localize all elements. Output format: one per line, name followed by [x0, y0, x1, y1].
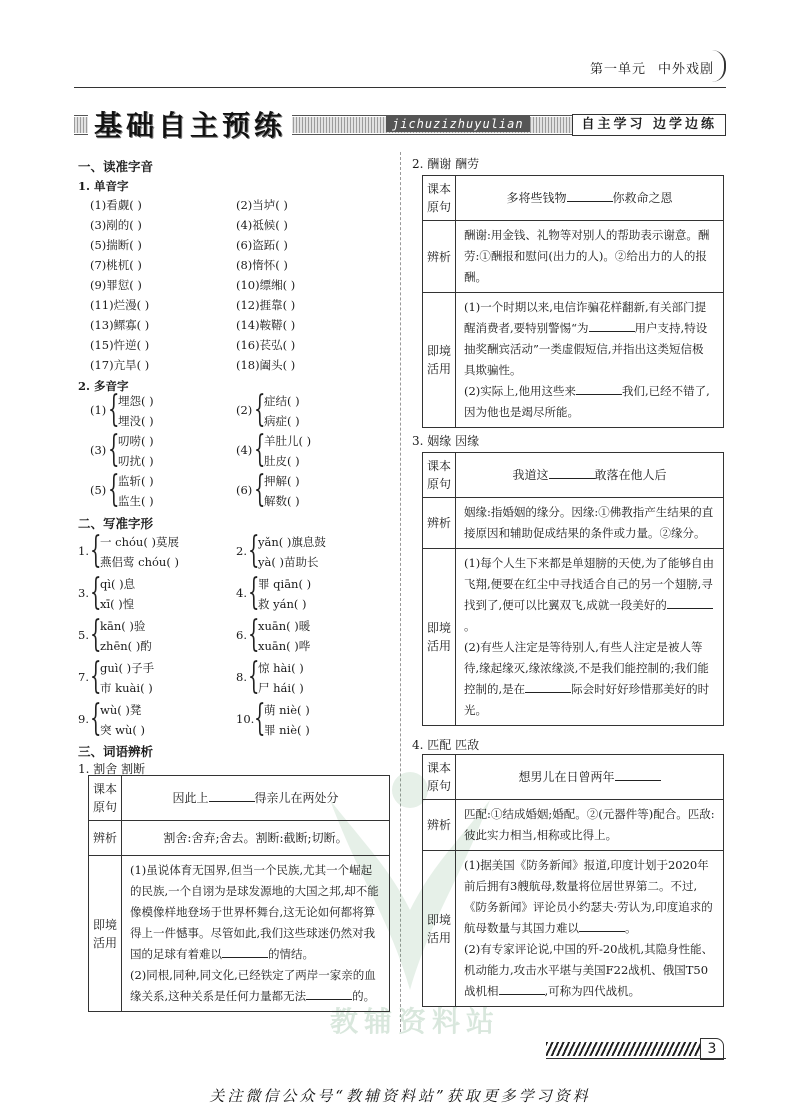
- table-row: [423, 221, 724, 293]
- list-item: 一 chóu( )莫展: [100, 535, 179, 549]
- item-number: 1.: [78, 544, 89, 558]
- list-item: 叨唠( ): [118, 434, 154, 448]
- brace-icon: {: [254, 429, 266, 470]
- row-label: 课本原句: [89, 776, 122, 821]
- analysis-text: 割舍:舍弃;舍去。割断:截断;切断。: [122, 821, 390, 856]
- brace-icon: {: [248, 530, 260, 571]
- row-label: 辨析: [423, 800, 456, 851]
- usage-part: (1)每个人生下来都是单翅膀的天使,为了能够自由飞翔,便要在红尘中寻找适合自己的另一个翅膀,寻找到了,便可以比翼双飞,成就一段美好的: [464, 556, 714, 612]
- usage-text: [456, 293, 724, 428]
- usage-text: [456, 549, 724, 726]
- list-item: (2)当垆( ): [236, 198, 288, 212]
- list-item: 埋没( ): [118, 414, 154, 428]
- row-label: 即境活用: [423, 851, 456, 1007]
- section-heading-pronunciation: 一、读准字音: [78, 159, 154, 174]
- list-item: 肚皮( ): [264, 454, 300, 468]
- brace-icon: {: [254, 698, 266, 739]
- question-title: 1. 割舍 割断: [78, 762, 146, 776]
- brace-icon: {: [90, 572, 102, 613]
- brace-icon: {: [108, 389, 120, 430]
- list-item: (7)桃杌( ): [90, 258, 142, 272]
- list-item: zhēn( )酌: [100, 639, 152, 653]
- list-item: (12)捱靠( ): [236, 298, 296, 312]
- table-row: [423, 851, 724, 1007]
- list-item: 燕侣莺 chóu( ): [100, 555, 179, 569]
- list-item: 病症( ): [264, 414, 300, 428]
- usage-part: (2)有专家评论说,中国的歼-20战机,其隐身性能、机动能力,攻击水平堪与美国F22战机、俄国T50战机相: [464, 942, 714, 998]
- list-item: 救 yán( ): [258, 597, 307, 611]
- banner-pinyin: jichuzizhuyulian: [386, 116, 530, 132]
- usage-text: [456, 851, 724, 1007]
- list-item: 埋怨( ): [118, 394, 154, 408]
- list-item: yà( )苗助长: [258, 555, 319, 569]
- list-item: (5)揣断( ): [90, 238, 142, 252]
- row-label: 辨析: [423, 498, 456, 549]
- list-item: (4)祗候( ): [236, 218, 288, 232]
- analysis-text: 匹配:①结成婚姻;婚配。②(元器件等)配合。匹敌:彼此实力相当,相称或比得上。: [456, 800, 724, 851]
- list-item: (1)看觑( ): [90, 198, 142, 212]
- item-number: 2.: [236, 544, 247, 558]
- item-number: (5): [90, 483, 107, 497]
- brace-icon: {: [108, 429, 120, 470]
- list-item: 尸 hái( ): [258, 681, 304, 695]
- item-number: 5.: [78, 628, 89, 642]
- list-item: (10)缥缃( ): [236, 278, 296, 292]
- answer-blank[interactable]: [525, 680, 571, 693]
- item-number: (1): [90, 403, 107, 417]
- table-row: [423, 549, 724, 726]
- brace-icon: {: [254, 469, 266, 510]
- usage-part: ,可称为四代战机。: [544, 984, 641, 998]
- list-item: guì( )子手: [100, 661, 155, 675]
- answer-blank[interactable]: [499, 982, 545, 995]
- usage-part: (2)有些人注定是等待别人,有些人注定是被人等待,缘起缘灭,缘浓缘淡,不是我们能控制的;我们能控制的,是在: [464, 640, 709, 696]
- unit-title: [590, 58, 714, 77]
- item-number: 9.: [78, 712, 89, 726]
- answer-blank[interactable]: [549, 466, 595, 479]
- list-item: (17)亢旱( ): [90, 358, 150, 372]
- usage-part: 用户支持,特设抽奖酬宾活动”一类虚假短信,并指出这类短信极具欺骗性。: [464, 321, 708, 377]
- list-item: (11)烂漫( ): [90, 298, 150, 312]
- list-item: 押解( ): [264, 474, 300, 488]
- word-table-3: [422, 452, 724, 726]
- row-label: 辨析: [89, 821, 122, 856]
- list-item: kān( )验: [100, 619, 146, 633]
- list-item: 症结( ): [264, 394, 300, 408]
- usage-text: [122, 856, 390, 1012]
- sentence-part: 想男儿在日曾两年: [518, 770, 615, 784]
- list-item: (8)惰怀( ): [236, 258, 288, 272]
- row-label: 即境活用: [89, 856, 122, 1012]
- usage-part: (2)实际上,他用这些来: [464, 384, 576, 398]
- list-item: 监斩( ): [118, 474, 154, 488]
- list-item: (3)剐的( ): [90, 218, 142, 232]
- table-row: [423, 293, 724, 428]
- question-title: 3. 姻缘 因缘: [412, 434, 480, 448]
- brace-icon: {: [90, 698, 102, 739]
- item-number: 6.: [236, 628, 247, 642]
- list-item: (14)鞍鞯( ): [236, 318, 296, 332]
- table-row: [423, 176, 724, 221]
- list-item: (16)苌弘( ): [236, 338, 296, 352]
- list-item: 罪 qiān( ): [258, 577, 312, 591]
- page-number: 3: [700, 1038, 724, 1060]
- brace-icon: {: [248, 572, 260, 613]
- answer-blank[interactable]: [589, 319, 635, 332]
- item-number: (2): [236, 403, 253, 417]
- list-item: (9)罪愆( ): [90, 278, 142, 292]
- row-label: 课本原句: [423, 453, 456, 498]
- header-rule: [74, 87, 726, 88]
- usage-part: 际会时好好珍惜那美好的时光。: [464, 682, 710, 717]
- header-bracket: [712, 50, 726, 82]
- word-table-1: [88, 775, 390, 1012]
- answer-blank[interactable]: [615, 768, 661, 781]
- original-sentence: [122, 776, 390, 821]
- table-row: [423, 755, 724, 800]
- usage-part: 的。: [352, 989, 376, 1003]
- column-divider: [400, 152, 401, 1032]
- table-row: [89, 856, 390, 1012]
- list-item: 解数( ): [264, 494, 300, 508]
- table-row: [423, 453, 724, 498]
- subject-label: 中外戏剧: [658, 62, 715, 77]
- answer-blank[interactable]: [567, 189, 613, 202]
- sentence-part: 敢落在他人后: [594, 468, 667, 482]
- question-title: 2. 酬谢 酬劳: [412, 157, 480, 171]
- answer-blank[interactable]: [576, 382, 622, 395]
- list-item: 罪 niè( ): [264, 723, 310, 737]
- list-item: 叨扰( ): [118, 454, 154, 468]
- list-item: 萌 niè( ): [264, 703, 310, 717]
- answer-blank[interactable]: [222, 945, 268, 958]
- list-item: 监生( ): [118, 494, 154, 508]
- word-table-2: [422, 175, 724, 428]
- list-item: 惊 hài( ): [258, 661, 304, 675]
- original-sentence: [456, 453, 724, 498]
- table-row: [423, 800, 724, 851]
- list-item: (6)盗跖( ): [236, 238, 288, 252]
- list-item: (18)阖头( ): [236, 358, 296, 372]
- list-item: xuān( )暖: [258, 619, 311, 633]
- sentence-part: 因此上: [172, 791, 209, 805]
- answer-blank[interactable]: [667, 596, 713, 609]
- analysis-text: 酬谢:用金钱、礼物等对别人的帮助表示谢意。酬劳:①酬报和慰问(出力的人)。②给出力的人的报酬。: [456, 221, 724, 293]
- sentence-part: 得亲儿在两处分: [254, 791, 339, 805]
- table-row: [423, 498, 724, 549]
- item-number: 10.: [236, 712, 255, 726]
- item-number: (6): [236, 483, 253, 497]
- item-number: 7.: [78, 670, 89, 684]
- section-heading-shape: 二、写准字形: [78, 516, 154, 531]
- list-item: xī( )惶: [100, 597, 135, 611]
- row-label: 即境活用: [423, 549, 456, 726]
- brace-icon: {: [248, 614, 260, 655]
- list-item: qì( )息: [100, 577, 136, 591]
- sentence-part: 多将些钱物: [506, 191, 567, 205]
- sentence-part: 你救命之恩: [612, 191, 673, 205]
- answer-blank[interactable]: [306, 987, 352, 1000]
- item-number: (3): [90, 443, 107, 457]
- list-item: xuān( )哗: [258, 639, 311, 653]
- item-number: 3.: [78, 586, 89, 600]
- footer-note: 关注微信公众号“教辅资料站”获取更多学习资料: [209, 1087, 591, 1105]
- item-number: (4): [236, 443, 253, 457]
- section-heading-words: 三、词语辨析: [78, 744, 154, 759]
- table-row: [89, 776, 390, 821]
- list-item: wù( )凳: [100, 703, 142, 717]
- banner-slogan: 自主学习 边学边练: [572, 114, 726, 136]
- list-item: (13)鳏寡( ): [90, 318, 150, 332]
- row-label: 课本原句: [423, 755, 456, 800]
- usage-part: (2)同根,同种,同文化,已经铁定了两岸一家亲的血缘关系,这种关系是任何力量都无法: [130, 968, 376, 1003]
- brace-icon: {: [90, 614, 102, 655]
- original-sentence: [456, 176, 724, 221]
- list-item: 市 kuài( ): [100, 681, 153, 695]
- brace-icon: {: [90, 530, 102, 571]
- usage-part: 。: [625, 921, 637, 935]
- answer-blank[interactable]: [209, 789, 255, 802]
- brace-icon: {: [254, 389, 266, 430]
- item-number: 4.: [236, 586, 247, 600]
- usage-part: (1)一个时期以来,电信诈骗花样翻新,有关部门提醒消费者,要特别警惕“为: [464, 300, 707, 335]
- row-label: 即境活用: [423, 293, 456, 428]
- original-sentence: [456, 755, 724, 800]
- page-number-rule: [546, 1058, 726, 1059]
- table-row: [89, 821, 390, 856]
- brace-icon: {: [248, 656, 260, 697]
- section-banner: [74, 109, 726, 142]
- list-item: 羊肚儿( ): [264, 434, 312, 448]
- list-item: yǎn( )旗息鼓: [258, 535, 326, 549]
- list-item: (15)忤逆( ): [90, 338, 150, 352]
- usage-part: (1)虽说体育无国界,但当一个民族,尤其一个崛起的民族,一个自诩为是球发源地的大国之邦,却不能像模像样地登场于世界杯舞台,这无论如何都将算得上一件憾事。尽管如此,我们这些球迷仍然对我国的足球有着难以: [130, 863, 379, 961]
- usage-part: 我们,已经不错了,因为他也是竭尽所能。: [464, 384, 710, 419]
- usage-part: 。: [464, 619, 476, 633]
- usage-part: 的情结。: [268, 947, 314, 961]
- watermark-text: 教辅资料站: [330, 1005, 501, 1038]
- usage-part: (1)据美国《防务新闻》报道,印度计划于2020年前后拥有3艘航母,数量将位居世界第二。不过,《防务新闻》评论员小约瑟夫·劳认为,印度追求的航母数量与其国力难以: [464, 858, 713, 935]
- subheading-single: 1. 单音字: [78, 179, 129, 193]
- row-label: 辨析: [423, 221, 456, 293]
- unit-label: 第一单元: [590, 62, 647, 77]
- page-number-stripes: [546, 1042, 700, 1056]
- answer-blank[interactable]: [579, 919, 625, 932]
- banner-title: 基础自主预练: [88, 104, 292, 144]
- row-label: 课本原句: [423, 176, 456, 221]
- analysis-text: 姻缘:指婚姻的缘分。因缘:①佛教指产生结果的直接原因和辅助促成结果的条件或力量。②缘分。: [456, 498, 724, 549]
- subheading-multi: 2. 多音字: [78, 379, 129, 393]
- brace-icon: {: [108, 469, 120, 510]
- list-item: 突 wù( ): [100, 723, 146, 737]
- item-number: 8.: [236, 670, 247, 684]
- brace-icon: {: [90, 656, 102, 697]
- sentence-part: 我道这: [512, 468, 549, 482]
- question-title: 4. 匹配 匹敌: [412, 738, 480, 752]
- word-table-4: [422, 754, 724, 1007]
